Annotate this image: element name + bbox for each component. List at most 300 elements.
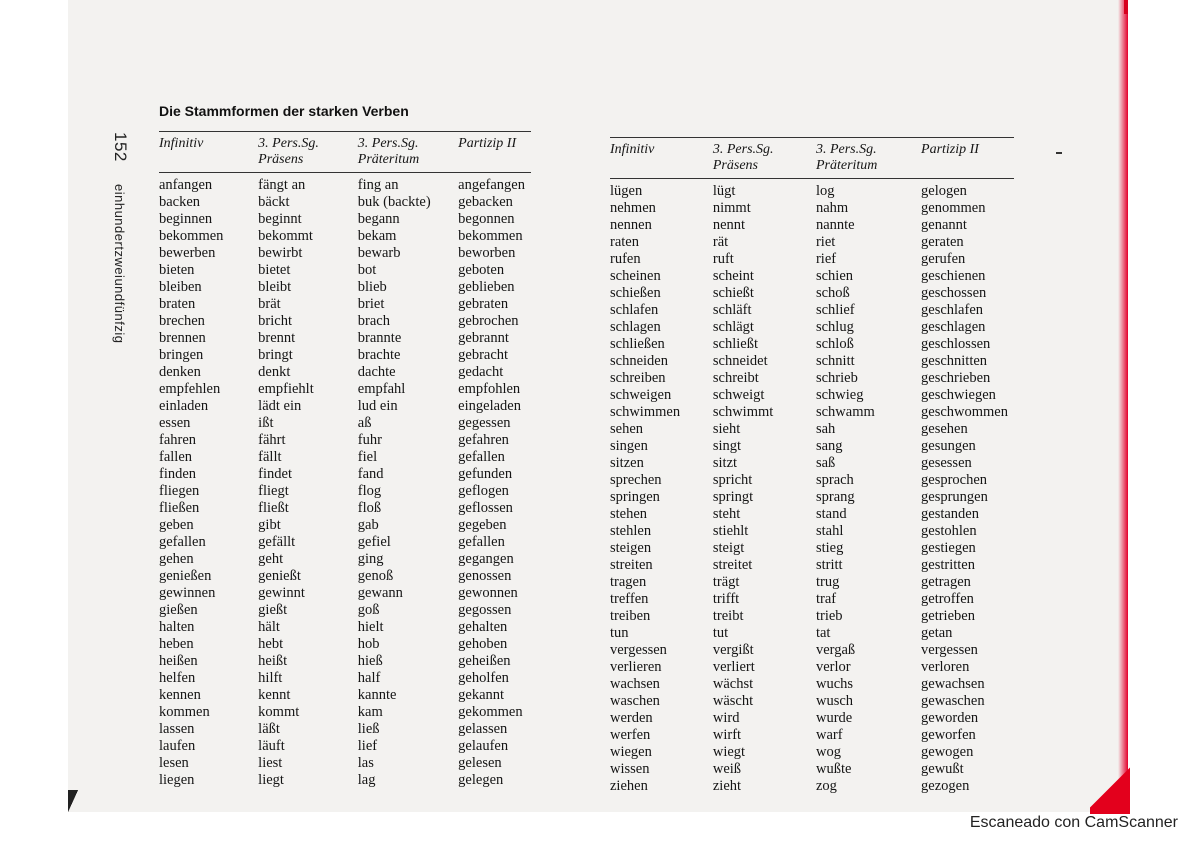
header-praeteritum: 3. Pers.Sg. Präteritum (816, 138, 921, 179)
header-praeteritum: 3. Pers.Sg. Präteritum (358, 132, 458, 173)
table-row (159, 466, 531, 483)
cell-praeteritum: wurde (815, 710, 853, 726)
cell-infinitiv: verlieren (610, 659, 662, 675)
cell-praesens: schießt (712, 285, 754, 301)
table-row (159, 194, 531, 211)
table-row (610, 353, 1014, 370)
table-row (610, 302, 1014, 319)
cell-partizip: gegeben (458, 517, 507, 533)
cell-partizip: geflossen (458, 500, 513, 516)
table-row (610, 319, 1014, 336)
dark-corner-shape (68, 790, 78, 812)
verb-table-right (610, 137, 1014, 795)
cell-partizip: gedacht (458, 364, 504, 380)
cell-partizip: gesehen (921, 421, 968, 437)
cell-infinitiv: schließen (610, 336, 665, 352)
cell-praeteritum: tat (815, 625, 831, 641)
table-row (159, 398, 531, 415)
cell-infinitiv: heben (159, 636, 194, 652)
cell-infinitiv: kommen (159, 704, 210, 720)
cell-praeteritum: bekam (357, 228, 397, 244)
cell-praeteritum: brach (357, 313, 390, 329)
cell-infinitiv: lassen (159, 721, 195, 737)
table-row (159, 568, 531, 585)
table-row (610, 506, 1014, 523)
cell-praesens: steht (712, 506, 741, 522)
cell-infinitiv: lesen (159, 755, 189, 771)
cell-praesens: fliegt (258, 483, 289, 499)
cell-infinitiv: scheinen (610, 268, 661, 284)
cell-praesens: stiehlt (712, 523, 749, 539)
table-row (159, 653, 531, 670)
cell-praeteritum: aß (357, 415, 372, 431)
cell-praeteritum: gefiel (357, 534, 391, 550)
table-row (159, 755, 531, 772)
cell-praeteritum: brannte (357, 330, 402, 346)
cell-infinitiv: tragen (610, 574, 647, 590)
table-row (159, 381, 531, 398)
cell-partizip: gebrannt (458, 330, 509, 346)
cell-praesens: fährt (258, 432, 286, 448)
cell-partizip: empfohlen (458, 381, 521, 397)
cell-praesens: singt (712, 438, 742, 454)
cell-partizip: gekommen (458, 704, 523, 720)
cell-praeteritum: saß (815, 455, 836, 471)
table-row (610, 336, 1014, 353)
cell-praeteritum: gewann (357, 585, 403, 601)
cell-partizip: gezogen (921, 778, 970, 794)
cell-infinitiv: waschen (610, 693, 660, 709)
table-row (159, 449, 531, 466)
cell-infinitiv: fallen (159, 449, 193, 465)
cell-partizip: bekommen (458, 228, 523, 244)
table-row (159, 173, 531, 195)
cell-infinitiv: wiegen (610, 744, 652, 760)
cell-praesens: ruft (712, 251, 734, 267)
cell-infinitiv: gewinnen (159, 585, 216, 601)
cell-praesens: bleibt (258, 279, 292, 295)
table-row (159, 534, 531, 551)
scanner-watermark: Escaneado con CamScanner (969, 814, 1178, 831)
cell-infinitiv: bekommen (159, 228, 224, 244)
cell-partizip: geholfen (458, 670, 509, 686)
table-row (610, 710, 1014, 727)
cell-infinitiv: schwimmen (610, 404, 681, 420)
table-row (610, 179, 1014, 201)
cell-praeteritum: fuhr (357, 432, 382, 448)
table-row (610, 489, 1014, 506)
cell-infinitiv: finden (159, 466, 197, 482)
cell-praesens: treibt (712, 608, 744, 624)
cell-partizip: gegossen (458, 602, 512, 618)
cell-praeteritum: brachte (357, 347, 401, 363)
cell-partizip: geschienen (921, 268, 986, 284)
cell-partizip: geschwiegen (921, 387, 996, 403)
cell-praesens: liest (258, 755, 283, 771)
cell-partizip: gewonnen (458, 585, 518, 601)
table-row (159, 704, 531, 721)
cell-partizip: geblieben (458, 279, 515, 295)
cell-praeteritum: schlug (815, 319, 854, 335)
table-row (159, 279, 531, 296)
cell-partizip: angefangen (458, 177, 525, 193)
cell-partizip: gesessen (921, 455, 972, 471)
cell-praesens: hält (258, 619, 280, 635)
table-row (610, 200, 1014, 217)
cell-praesens: bringt (258, 347, 293, 363)
table-row (610, 625, 1014, 642)
cell-partizip: geschlagen (921, 319, 986, 335)
cell-infinitiv: lügen (610, 183, 643, 199)
table-row (610, 387, 1014, 404)
cell-praesens: schreibt (712, 370, 759, 386)
table-row (610, 370, 1014, 387)
table-row (159, 670, 531, 687)
cell-praesens: nimmt (712, 200, 751, 216)
cell-partizip: getrieben (921, 608, 975, 624)
cell-praesens: ißt (258, 415, 274, 431)
table-header-row (610, 138, 1014, 179)
cell-partizip: gewachsen (921, 676, 985, 692)
cell-praeteritum: trug (815, 574, 840, 590)
cell-praeteritum: ging (357, 551, 384, 567)
cell-praeteritum: blieb (357, 279, 387, 295)
cell-praeteritum: zog (815, 778, 837, 794)
cell-infinitiv: bewerben (159, 245, 216, 261)
cell-infinitiv: fliegen (159, 483, 200, 499)
cell-infinitiv: tun (610, 625, 629, 641)
cell-praeteritum: empfahl (357, 381, 406, 397)
cell-praesens: bricht (258, 313, 292, 329)
cell-partizip: gekannt (458, 687, 505, 703)
cell-praesens: denkt (258, 364, 291, 380)
cell-praesens: wird (712, 710, 740, 726)
cell-partizip: vergessen (921, 642, 978, 658)
table-row (610, 455, 1014, 472)
cell-praeteritum: half (357, 670, 381, 686)
cell-praeteritum: briet (357, 296, 385, 312)
table-row (610, 251, 1014, 268)
cell-praeteritum: fing an (357, 177, 399, 193)
cell-infinitiv: schreiben (610, 370, 666, 386)
table-row (159, 211, 531, 228)
cell-partizip: geboten (458, 262, 505, 278)
cell-partizip: gelassen (458, 721, 508, 737)
cell-praeteritum: sprang (815, 489, 855, 505)
cell-praesens: genießt (258, 568, 301, 584)
cell-infinitiv: kennen (159, 687, 201, 703)
cell-infinitiv: wissen (610, 761, 650, 777)
table-row (610, 234, 1014, 251)
header-infinitiv: Infinitiv (159, 132, 258, 173)
cell-infinitiv: bieten (159, 262, 195, 278)
table-row (610, 268, 1014, 285)
cell-praesens: lügt (712, 183, 736, 199)
cell-partizip: geschnitten (921, 353, 988, 369)
cell-infinitiv: essen (159, 415, 191, 431)
cell-infinitiv: bleiben (159, 279, 202, 295)
cell-praesens: gefällt (258, 534, 296, 550)
cell-praeteritum: wuchs (815, 676, 854, 692)
table-row (159, 245, 531, 262)
cell-infinitiv: anfangen (159, 177, 213, 193)
table-row (610, 693, 1014, 710)
cell-praeteritum: genoß (357, 568, 394, 584)
cell-infinitiv: einladen (159, 398, 209, 414)
header-partizip: Partizip II (458, 132, 531, 173)
cell-praesens: schließt (712, 336, 758, 352)
cell-partizip: gelegen (458, 772, 504, 788)
cell-partizip: verloren (921, 659, 970, 675)
cell-praesens: gießt (258, 602, 288, 618)
cell-infinitiv: nehmen (610, 200, 656, 216)
cell-praesens: findet (258, 466, 292, 482)
page-edge-shadow (1118, 0, 1128, 812)
cell-partizip: gebacken (458, 194, 513, 210)
cell-partizip: geworfen (921, 727, 976, 743)
cell-praeteritum: lief (357, 738, 378, 754)
cell-infinitiv: brennen (159, 330, 206, 346)
page-title: Die Stammformen der starken Verben (159, 103, 409, 119)
table-row (159, 500, 531, 517)
cell-praeteritum: rief (815, 251, 837, 267)
cell-praesens: läßt (258, 721, 280, 737)
cell-infinitiv: backen (159, 194, 201, 210)
cell-partizip: gehoben (458, 636, 508, 652)
table-row (610, 557, 1014, 574)
cell-praeteritum: floß (357, 500, 382, 516)
page-number-vertical (110, 132, 130, 343)
cell-praesens: tut (712, 625, 729, 641)
cell-praesens: bewirbt (258, 245, 303, 261)
page-number: 152 (111, 132, 130, 162)
cell-partizip: gesprungen (921, 489, 988, 505)
table-row (159, 619, 531, 636)
cell-praesens: liegt (258, 772, 284, 788)
cell-infinitiv: empfehlen (159, 381, 221, 397)
cell-partizip: geschossen (921, 285, 987, 301)
cell-praeteritum: kam (357, 704, 383, 720)
cell-infinitiv: schneiden (610, 353, 668, 369)
table-row (159, 262, 531, 279)
cell-partizip: gestritten (921, 557, 975, 573)
cell-infinitiv: schlafen (610, 302, 659, 318)
cell-partizip: gestanden (921, 506, 979, 522)
cell-infinitiv: liegen (159, 772, 195, 788)
table-row (159, 415, 531, 432)
cell-infinitiv: treiben (610, 608, 651, 624)
cell-infinitiv: brechen (159, 313, 205, 329)
cell-infinitiv: heißen (159, 653, 198, 669)
cell-praeteritum: sah (815, 421, 836, 437)
table-row (610, 472, 1014, 489)
table-row (610, 540, 1014, 557)
cell-infinitiv: springen (610, 489, 660, 505)
cell-partizip: gefunden (458, 466, 513, 482)
verb-table-left (159, 131, 531, 789)
cell-praeteritum: schien (815, 268, 854, 284)
cell-praeteritum: schrieb (815, 370, 858, 386)
cell-praeteritum: kannte (357, 687, 397, 703)
cell-infinitiv: geben (159, 517, 194, 533)
table-row (159, 551, 531, 568)
cell-praesens: schweigt (712, 387, 765, 403)
table-row (610, 761, 1014, 778)
cell-partizip: gehalten (458, 619, 508, 635)
table-row (610, 659, 1014, 676)
cell-partizip: geworden (921, 710, 979, 726)
table-row (610, 608, 1014, 625)
cell-partizip: genommen (921, 200, 986, 216)
cell-praesens: läuft (258, 738, 285, 754)
cell-praeteritum: fand (357, 466, 384, 482)
table-row (610, 285, 1014, 302)
cell-infinitiv: raten (610, 234, 639, 250)
cell-partizip: gewaschen (921, 693, 985, 709)
cell-praesens: hebt (258, 636, 284, 652)
table-row (610, 217, 1014, 234)
cell-infinitiv: fahren (159, 432, 197, 448)
cell-praeteritum: dachte (357, 364, 396, 380)
cell-partizip: gebrochen (458, 313, 519, 329)
red-corner-shape (1090, 760, 1130, 814)
cell-infinitiv: bringen (159, 347, 204, 363)
table-row (159, 432, 531, 449)
cell-praesens: gewinnt (258, 585, 305, 601)
table-row (610, 778, 1014, 795)
cell-praesens: schlägt (712, 319, 754, 335)
cell-praeteritum: stahl (815, 523, 844, 539)
cell-praeteritum: log (815, 183, 835, 199)
cell-partizip: gesungen (921, 438, 976, 454)
table-row (159, 228, 531, 245)
cell-infinitiv: vergessen (610, 642, 667, 658)
cell-infinitiv: denken (159, 364, 201, 380)
cell-infinitiv: schießen (610, 285, 661, 301)
cell-praesens: wiegt (712, 744, 746, 760)
cell-praeteritum: schloß (815, 336, 854, 352)
table-row (610, 642, 1014, 659)
cell-partizip: eingeladen (458, 398, 521, 414)
cell-praeteritum: ließ (357, 721, 380, 737)
cell-infinitiv: wachsen (610, 676, 660, 692)
cell-praeteritum: wußte (815, 761, 852, 777)
cell-praesens: lädt ein (258, 398, 302, 414)
cell-praesens: zieht (712, 778, 742, 794)
header-partizip: Partizip II (921, 138, 1014, 179)
cell-partizip: gefallen (458, 449, 505, 465)
cell-praesens: heißt (258, 653, 288, 669)
cell-praeteritum: hob (357, 636, 380, 652)
cell-praeteritum: hieß (357, 653, 383, 669)
cell-infinitiv: fließen (159, 500, 200, 516)
cell-partizip: gelogen (921, 183, 967, 199)
cell-partizip: gestohlen (921, 523, 977, 539)
header-praesens: 3. Pers.Sg. Präsens (713, 138, 816, 179)
cell-partizip: gewußt (921, 761, 964, 777)
cell-infinitiv: genießen (159, 568, 212, 584)
cell-praesens: weiß (712, 761, 742, 777)
cell-praesens: fließt (258, 500, 289, 516)
table-row (159, 517, 531, 534)
cell-praesens: fällt (258, 449, 282, 465)
cell-partizip: getragen (921, 574, 971, 590)
table-row (610, 744, 1014, 761)
table-row (159, 364, 531, 381)
cell-praesens: sitzt (712, 455, 738, 471)
cell-praeteritum: lud ein (357, 398, 398, 414)
margin-dash (1056, 152, 1062, 154)
cell-praesens: brennt (258, 330, 296, 346)
cell-praesens: steigt (712, 540, 745, 556)
cell-praeteritum: goß (357, 602, 380, 618)
cell-praesens: trifft (712, 591, 740, 607)
cell-praeteritum: vergaß (815, 642, 856, 658)
table-row (159, 602, 531, 619)
cell-praeteritum: bewarb (357, 245, 401, 261)
table-row (159, 772, 531, 789)
cell-praeteritum: wusch (815, 693, 854, 709)
cell-infinitiv: sehen (610, 421, 644, 437)
cell-infinitiv: sprechen (610, 472, 662, 488)
cell-praeteritum: sprach (815, 472, 854, 488)
cell-praeteritum: stritt (815, 557, 843, 573)
cell-partizip: gegangen (458, 551, 514, 567)
page-number-words: einhundertzweiundfünfzig (112, 184, 127, 344)
cell-praesens: rät (712, 234, 729, 250)
table-row (610, 676, 1014, 693)
header-infinitiv: Infinitiv (610, 138, 713, 179)
cell-praeteritum: gab (357, 517, 379, 533)
cell-infinitiv: gehen (159, 551, 194, 567)
table-row (610, 421, 1014, 438)
table-row (159, 687, 531, 704)
cell-infinitiv: schweigen (610, 387, 672, 403)
cell-praesens: schwimmt (712, 404, 774, 420)
cell-praeteritum: trieb (815, 608, 843, 624)
cell-partizip: geschrieben (921, 370, 991, 386)
cell-infinitiv: stehen (610, 506, 648, 522)
cell-praeteritum: nahm (815, 200, 849, 216)
cell-infinitiv: braten (159, 296, 196, 312)
header-praesens: 3. Pers.Sg. Präsens (258, 132, 358, 173)
cell-infinitiv: gießen (159, 602, 198, 618)
cell-praeteritum: sang (815, 438, 843, 454)
cell-praeteritum: schoß (815, 285, 850, 301)
cell-partizip: getan (921, 625, 953, 641)
cell-infinitiv: schlagen (610, 319, 661, 335)
cell-partizip: begonnen (458, 211, 515, 227)
cell-partizip: gelaufen (458, 738, 509, 754)
table-row (159, 347, 531, 364)
cell-partizip: gefallen (458, 534, 505, 550)
cell-infinitiv: helfen (159, 670, 196, 686)
cell-praesens: fängt an (258, 177, 306, 193)
table-row (159, 330, 531, 347)
cell-praesens: hilft (258, 670, 283, 686)
cell-praeteritum: bot (357, 262, 377, 278)
table-row (159, 636, 531, 653)
cell-praesens: vergißt (712, 642, 754, 658)
cell-praesens: bietet (258, 262, 291, 278)
table-row (610, 727, 1014, 744)
cell-praeteritum: verlor (815, 659, 851, 675)
cell-praesens: wächst (712, 676, 754, 692)
cell-infinitiv: werden (610, 710, 653, 726)
table-row (159, 585, 531, 602)
cell-praesens: kommt (258, 704, 300, 720)
cell-praesens: kennt (258, 687, 291, 703)
